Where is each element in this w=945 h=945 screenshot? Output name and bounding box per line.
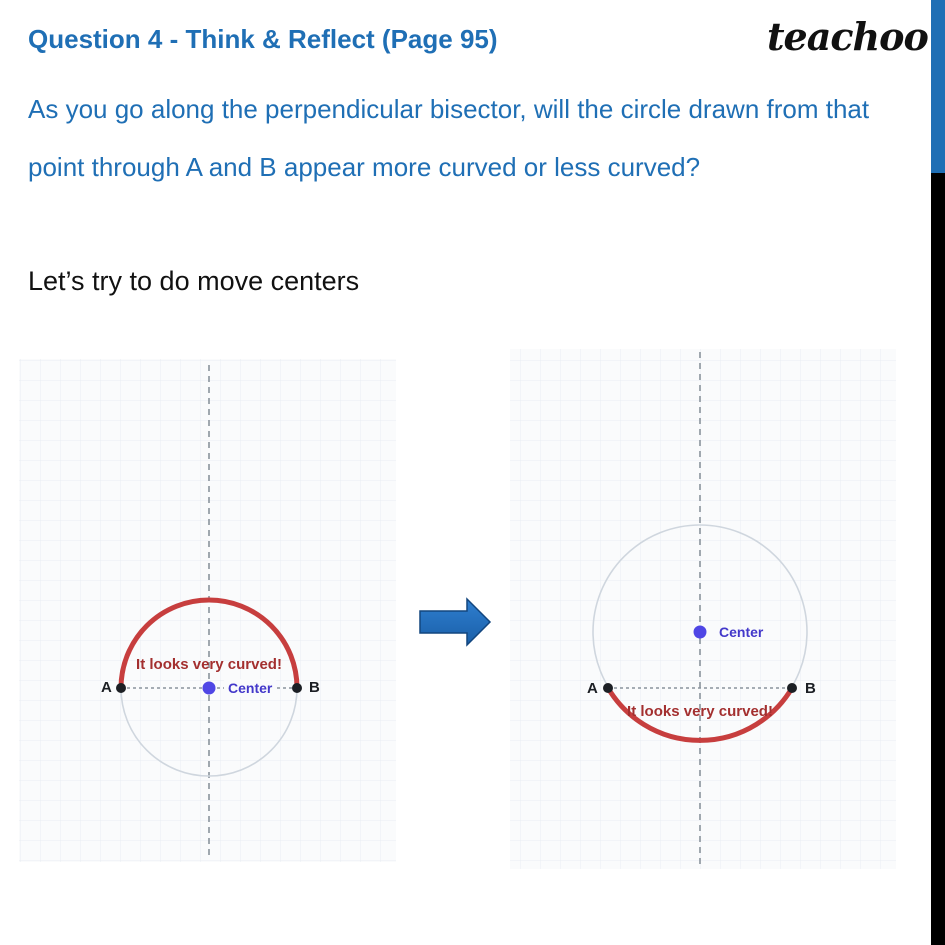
left-point-a xyxy=(116,683,126,693)
subtitle: Let’s try to do move centers xyxy=(28,266,360,296)
left-point-b xyxy=(292,683,302,693)
question-text: As you go along the perpendicular bisector, will the circle drawn from that point through A and B appear more curved or less curved? xyxy=(28,94,870,182)
page-title: Question 4 - Think & Reflect (Page 95) xyxy=(28,24,498,54)
left-diagram xyxy=(19,359,396,862)
right-center-label: Center xyxy=(719,624,764,640)
left-center-label: Center xyxy=(228,680,273,696)
right-point-a xyxy=(603,683,613,693)
right-arc-label: It looks very curved! xyxy=(627,703,773,720)
right-center-dot xyxy=(694,626,707,639)
right-arrow-icon xyxy=(420,599,490,645)
left-label-a: A xyxy=(101,679,112,696)
left-label-b: B xyxy=(309,679,320,696)
teachoo-logo: teachoo xyxy=(767,14,928,59)
right-label-b: B xyxy=(805,680,816,697)
right-grid xyxy=(510,349,896,869)
right-diagram xyxy=(510,349,896,869)
left-grid xyxy=(19,359,396,862)
right-point-b xyxy=(787,683,797,693)
right-label-a: A xyxy=(587,680,598,697)
left-arc-label: It looks very curved! xyxy=(136,656,282,673)
left-center-dot xyxy=(203,682,216,695)
